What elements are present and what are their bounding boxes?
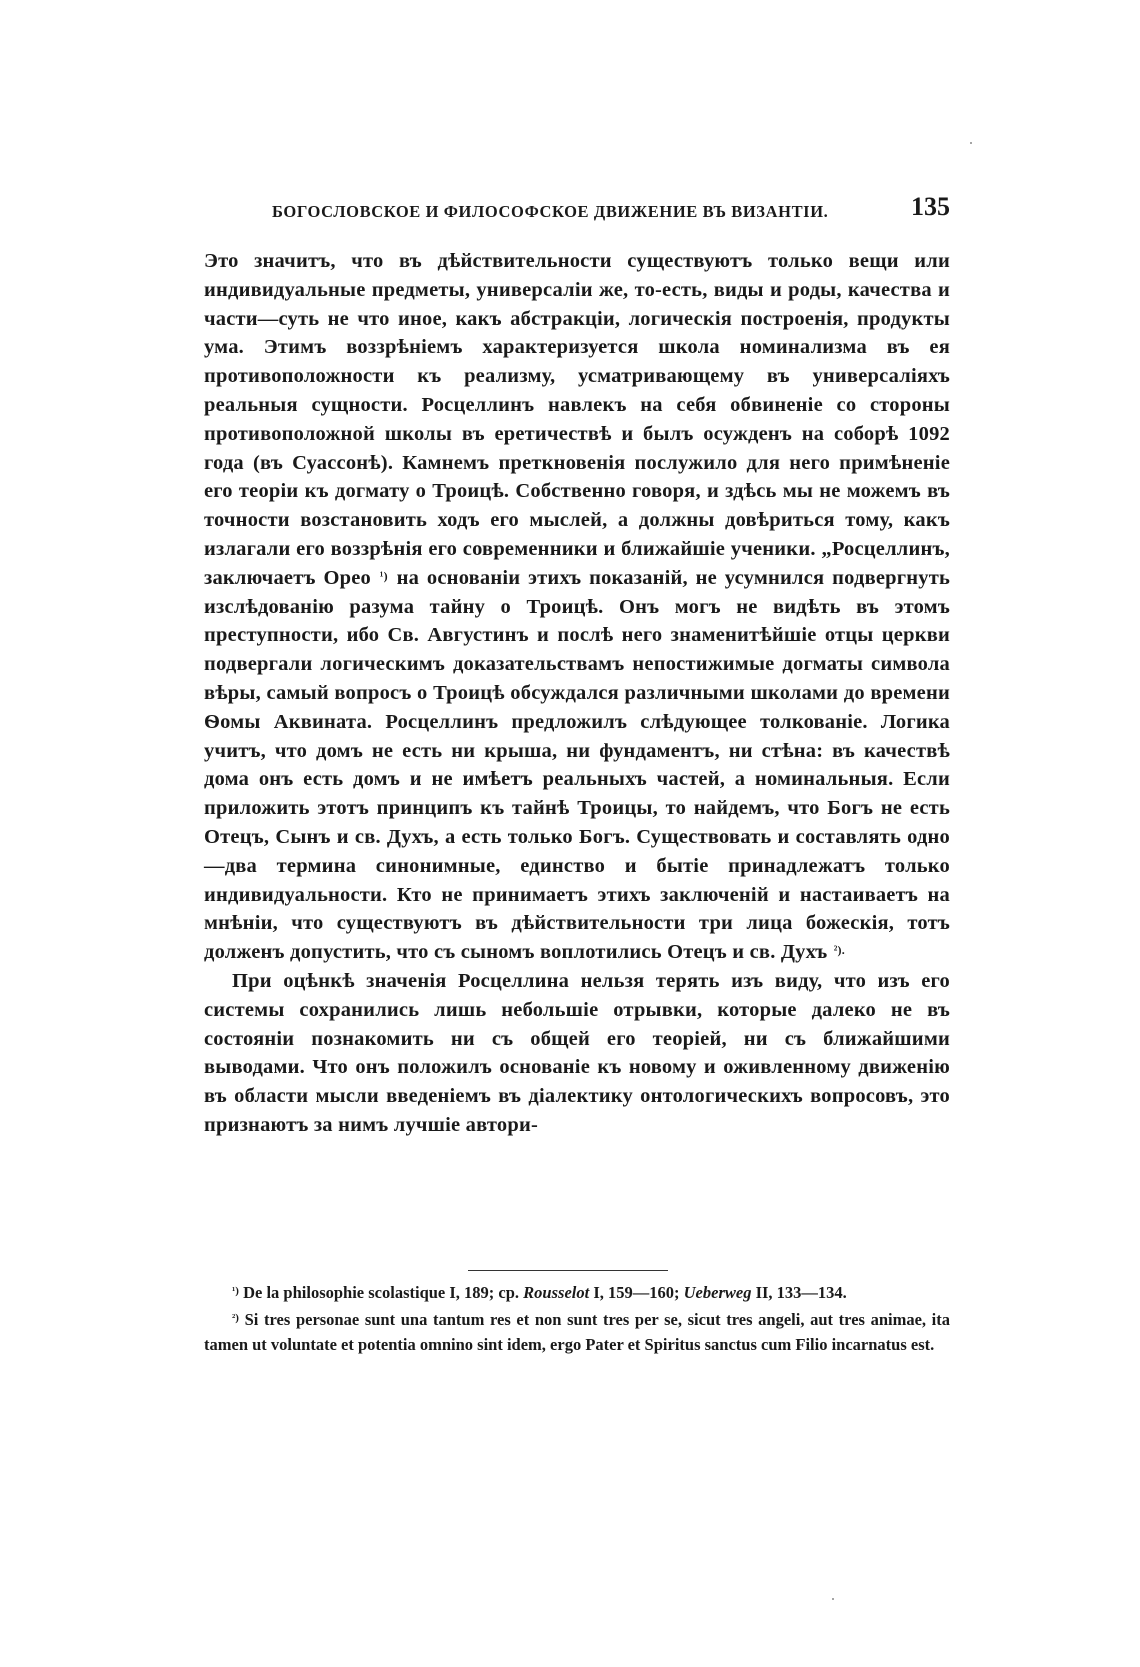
footnote-1-mark: ¹) — [232, 1285, 239, 1297]
paragraph-1-part-b: на основаніи этихъ показаній, не усумнился подвергнуть изслѣдованію разума тайну о Троицѣ. Онъ могъ не видѣть въ этомъ преступности, ибо Св. Августинъ и послѣ него знаменитѣйшіе отцы церкви подвергали логическимъ доказательствамъ непостижимые догматы символа вѣры, самый вопросъ о Троицѣ обсуждался различными школами до времени Ѳомы Аквината. Росцеллинъ предложилъ слѣдующее толкованіе. Логика учитъ, что домъ не есть ни крыша, ни фундаментъ, ни стѣна: въ качествѣ дома онъ есть домъ и не имѣетъ реальныхъ частей, а номинальныя. Если приложить этотъ принципъ къ тайнѣ Троицы, то найдемъ, что Богъ не есть Отецъ, Сынъ и св. Духъ, а есть только Богъ. Существовать и составлять одно—два термина синонимные, единство и бытіе принадлежатъ только индивидуальности. Кто не принимаетъ этихъ заключеній и настаиваетъ на мнѣніи, что существуютъ въ дѣйствительности три лица божескія, тотъ долженъ допустить, что съ сыномъ воплотились Отецъ и св. Духъ — [204, 566, 951, 964]
footnote-ref-1: ¹) — [379, 568, 388, 583]
footnote-1-ueberweg: Ueberweg — [683, 1283, 752, 1302]
running-title: БОГОСЛОВСКОЕ И ФИЛОСОФСКОЕ ДВИЖЕНИЕ ВЪ ВИЗАНТІИ. — [272, 202, 829, 221]
paragraph-1-part-a: Это значитъ, что въ дѣйствительности существуютъ только вещи или индивидуальные предметы, универсаліи же, то-есть, виды и роды, качества и части—суть не что иное, какъ абстракціи, логическія построенія, продукты ума. Этимъ воззрѣніемъ характеризуется школа номинализма въ ея противоположности къ реализму, усматривающему въ универсаліяхъ реальныя сущности. Росцеллинъ навлекъ на себя обвиненіе со стороны противоположной школы въ еретичествѣ и былъ осужденъ на соборѣ 1092 года (въ Суассонѣ). Камнемъ преткновенія послужило для него примѣненіе его теоріи къ догмату о Троицѣ. Собственно говоря, и здѣсь мы не можемъ въ точности возстановить ходъ его мыслей, а должны довѣриться тому, какъ излагали его воззрѣнія его современники и ближайшіе ученики. „Росцеллинъ, заключаетъ Орео — [204, 250, 950, 589]
paragraph-2: При оцѣнкѣ значенія Росцеллина нельзя терять изъ виду, что изъ его системы сохранились лишь небольшіе отрывки, которые далеко не въ состояніи познакомить ни съ общей его теоріей, ни съ ближайшими выводами. Что онъ положилъ основаніе къ новому и оживленному движенію въ области мысли введеніемъ въ діалектику онтологическихъ вопросовъ, это признаютъ за нимъ лучшіе автори- — [204, 969, 950, 1136]
footnote-divider — [468, 1270, 668, 1271]
footnote-2-mark: ²) — [232, 1312, 239, 1324]
page-number: 135 — [911, 192, 950, 221]
footnote-1 — [204, 1280, 950, 1305]
footnote-1-text-a: De la philosophie scolastique I, 189; cp. — [243, 1283, 520, 1302]
paper-speck — [832, 1598, 834, 1600]
paper-speck — [970, 142, 972, 144]
main-text — [204, 247, 950, 1140]
page-header — [272, 192, 950, 232]
footnote-2 — [204, 1307, 950, 1357]
footnote-2-text: Si tres personae sunt una tantum res et non sunt tres per se, sicut tres angeli, aut tres animae, ita tamen ut voluntate et potentia omnino sint idem, ergo Pater et Spiritus sanctus cum Filio incarnatus est. — [204, 1310, 951, 1354]
paragraph-1 — [204, 247, 950, 967]
footnote-ref-2: ²). — [833, 943, 845, 958]
footnote-1-text-c: II, 133—134. — [755, 1283, 847, 1302]
footnote-1-text-b: I, 159—160; — [593, 1283, 680, 1302]
footnotes — [204, 1280, 950, 1359]
footnote-1-rousselot: Rousselot — [523, 1283, 590, 1302]
